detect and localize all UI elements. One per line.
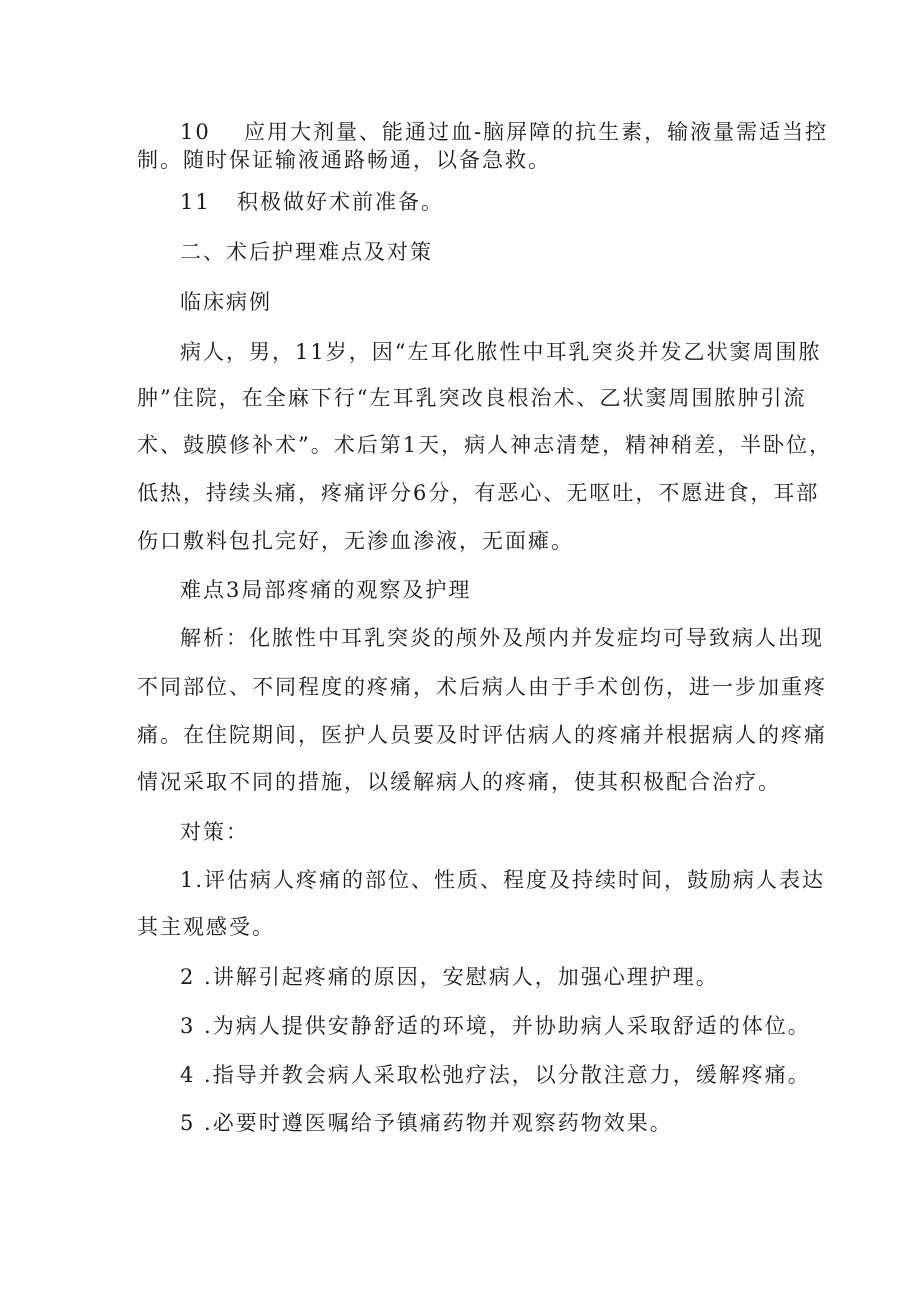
case-paragraph-line: 术、鼓膜修补术”。术后第1天，病人神志清楚，精神稍差，半卧位， — [137, 433, 833, 457]
item-10-text-line-1: 应用大剂量、能通过血-脑屏障的抗生素，输液量需适当控 — [244, 120, 829, 144]
case-heading: 临床病例 — [180, 290, 272, 314]
analysis-paragraph-line: 解析：化脓性中耳乳突炎的颅外及颅内并发症均可导致病人出现 — [180, 626, 824, 650]
analysis-paragraph-line: 不同部位、不同程度的疼痛，术后病人由于手术创伤，进一步加重疼 — [137, 675, 827, 699]
measure-item-line: 4 .指导并教会病人采取松弛疗法，以分散注意力，缓解疼痛。 — [180, 1063, 811, 1087]
analysis-paragraph-line: 情况采取不同的措施，以缓解病人的疼痛，使其积极配合治疗。 — [137, 770, 781, 794]
measure-item-line: 3 .为病人提供安静舒适的环境，并协助病人采取舒适的体位。 — [180, 1014, 811, 1038]
case-paragraph-line: 伤口敷料包扎完好，无渗血渗液，无面瘫。 — [137, 529, 574, 553]
item-10-line-2: 制。随时保证输液通路畅通，以备急救。 — [137, 148, 551, 172]
measure-item-line: 5 .必要时遵医嘱给予镇痛药物并观察药物效果。 — [180, 1111, 673, 1135]
item-11-text: 积极做好术前准备。 — [237, 190, 444, 214]
analysis-paragraph-line: 痛。在住院期间，医护人员要及时评估病人的疼痛并根据病人的疼痛 — [137, 723, 827, 747]
item-10-number: 10 — [180, 120, 211, 144]
case-paragraph-line: 病人，男，11岁，因“左耳化脓性中耳乳突炎并发乙状窦周围脓 — [180, 340, 822, 364]
item-11-number: 11 — [180, 190, 211, 214]
measure-item-line: 2 .讲解引起疼痛的原因，安慰病人，加强心理护理。 — [180, 965, 719, 989]
item-11-line — [180, 188, 444, 216]
measure-item-line: 其主观感受。 — [137, 915, 275, 939]
measure-item-line: 1.评估病人疼痛的部位、性质、程度及持续时间，鼓励病人表达 — [180, 868, 826, 892]
difficulty-heading: 难点3局部疼痛的观察及护理 — [180, 578, 472, 602]
case-paragraph-line: 低热，持续头痛，疼痛评分6分，有恶心、无呕吐，不愿进食，耳部 — [137, 481, 820, 505]
case-paragraph-line: 肿”住院，在全麻下行“左耳乳突改良根治术、乙状窦周围脓肿引流 — [137, 386, 807, 410]
item-10-line-1 — [180, 118, 828, 146]
section-heading: 二、术后护理难点及对策 — [180, 240, 433, 264]
measures-heading: 对策： — [180, 820, 249, 844]
